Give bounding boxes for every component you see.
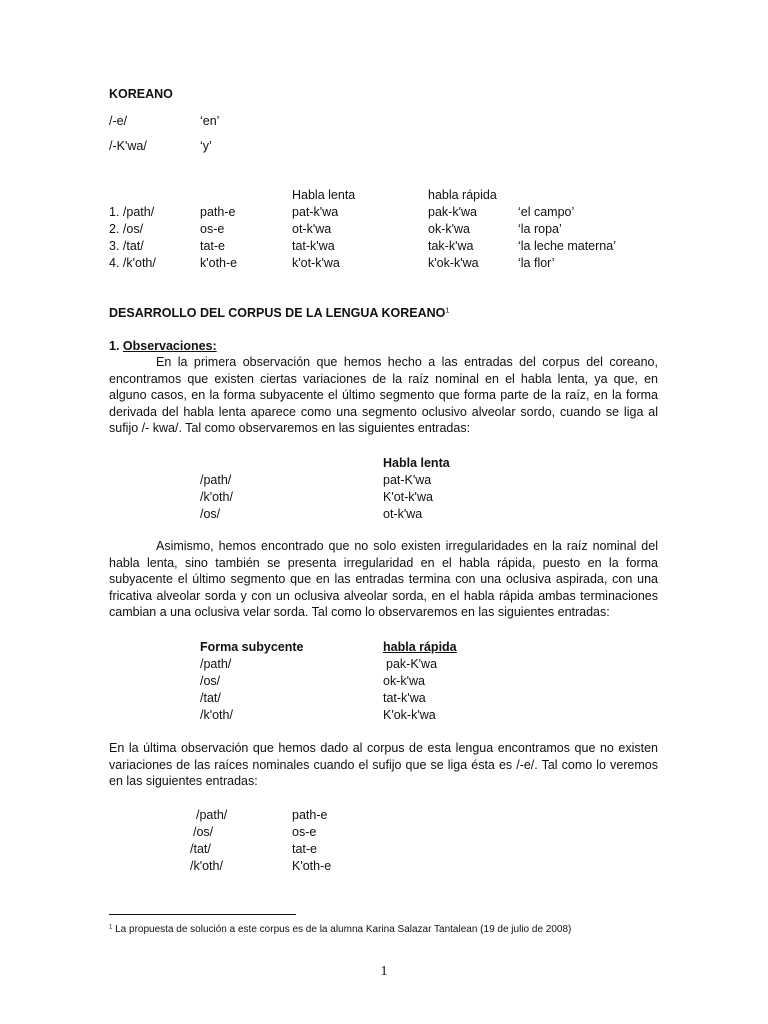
list2-right: pak-K'wa xyxy=(386,657,438,671)
list3-left: /k'oth/ xyxy=(190,859,223,873)
list2-left: /os/ xyxy=(200,674,221,688)
table-cell-gloss: ‘la leche materna’ xyxy=(518,239,616,253)
table-cell-lenta: pat-k'wa xyxy=(292,205,339,219)
table-cell-lenta: tat-k'wa xyxy=(292,239,335,253)
table-cell-base: tat-e xyxy=(200,239,226,253)
list1-right: pat-K'wa xyxy=(383,473,432,487)
list1-header: Habla lenta xyxy=(383,456,450,470)
list2-header-right: habla rápida xyxy=(383,640,457,654)
observaciones-heading xyxy=(109,338,217,354)
list2-right: K'ok-k'wa xyxy=(383,708,436,722)
paragraph-1: En la primera observación que hemos hecho a las entradas del corpus del coreano, encontramos que existen ciertas variaciones de la raíz nominal en el habla lenta, ya que, en alguno casos, en la forma subyacente el último segmento que forma parte de la raíz, en la forma derivada del habla lenta aparece como una segmento oclusivo alveolar sordo, cuando se liga al sufijo /- kwa/. Tal como observaremos en las siguientes entradas: xyxy=(109,355,658,436)
list3-left: /os/ xyxy=(193,825,214,839)
section-heading xyxy=(109,305,450,321)
list2-right: ok-k'wa xyxy=(383,674,425,688)
footnote-ref: 1 xyxy=(445,305,450,315)
table-cell-num: 4. /k'oth/ xyxy=(109,256,156,270)
table-cell-lenta: ot-k'wa xyxy=(292,222,332,236)
list1-right: K'ot-k'wa xyxy=(383,490,433,504)
morpheme-gloss: ‘y’ xyxy=(200,139,212,153)
footnote-rule xyxy=(109,914,296,915)
table-cell-num: 1. /path/ xyxy=(109,205,155,219)
list2-right: tat-k'wa xyxy=(383,691,426,705)
table-cell-num: 3. /tat/ xyxy=(109,239,144,253)
list2-left: /k'oth/ xyxy=(200,708,233,722)
footnote-mark: 1 xyxy=(109,924,113,931)
observaciones-title: Observaciones: xyxy=(122,339,217,353)
list1-left: /os/ xyxy=(200,507,221,521)
paragraph-2: Asimismo, hemos encontrado que no solo existen irregularidades en la raíz nominal del habla lenta, sino también se presenta irregularidad en el habla rápida, puesto en la forma subyacente el último segmento que en las entradas termina con una oclusiva aspirada, con una fricativa alveolar sorda y con un oclusiva alveolar sorda, en el habla rápida ambas terminaciones cambian a una oclusiva velar sorda. Tal como lo observaremos en las siguientes entradas: xyxy=(109,539,658,620)
page-number: 1 xyxy=(380,964,388,979)
table-cell-rapida: pak-k'wa xyxy=(428,205,477,219)
list1-left: /path/ xyxy=(200,473,232,487)
list3-left: /tat/ xyxy=(190,842,211,856)
observaciones-number: 1. xyxy=(109,339,123,353)
list3-right: os-e xyxy=(292,825,317,839)
footnote-text: La propuesta de solución a este corpus es de la alumna Karina Salazar Tantalean (19 de julio de 2008) xyxy=(115,924,572,935)
section-heading-text: DESARROLLO DEL CORPUS DE LA LENGUA KOREANO xyxy=(109,306,446,320)
paragraph-3: En la última observación que hemos dado al corpus de esta lengua encontramos que no existen variaciones de las raíces nominales cuando el sufijo que se liga ésta es /-e/. Tal como lo veremos en las siguientes entradas: xyxy=(109,741,658,789)
heading-koreano: KOREANO xyxy=(109,87,173,101)
list1-left: /k'oth/ xyxy=(200,490,233,504)
table-cell-gloss: ‘el campo’ xyxy=(518,205,575,219)
list1-right: ot-k'wa xyxy=(383,507,423,521)
footnote xyxy=(109,923,571,936)
table-cell-rapida: k'ok-k'wa xyxy=(428,256,479,270)
table-cell-base: k'oth-e xyxy=(200,256,238,270)
table-header-rapida: habla rápida xyxy=(428,188,497,202)
list2-left: /tat/ xyxy=(200,691,221,705)
morpheme-gloss: ‘en’ xyxy=(200,114,220,128)
table-cell-rapida: tak-k'wa xyxy=(428,239,474,253)
morpheme-form: /-K'wa/ xyxy=(109,139,147,153)
table-cell-rapida: ok-k'wa xyxy=(428,222,470,236)
list3-left: /path/ xyxy=(196,808,228,822)
list2-left: /path/ xyxy=(200,657,232,671)
table-cell-gloss: ‘la flor’ xyxy=(518,256,555,270)
table-cell-base: os-e xyxy=(200,222,225,236)
list3-right: tat-e xyxy=(292,842,318,856)
morpheme-form: /-e/ xyxy=(109,114,128,128)
table-cell-lenta: k'ot-k'wa xyxy=(292,256,340,270)
list3-right: path-e xyxy=(292,808,328,822)
list3-right: K'oth-e xyxy=(292,859,332,873)
table-cell-base: path-e xyxy=(200,205,236,219)
table-cell-gloss: ‘la ropa’ xyxy=(518,222,562,236)
table-header-lenta: Habla lenta xyxy=(292,188,356,202)
table-cell-num: 2. /os/ xyxy=(109,222,144,236)
list2-header-left: Forma subycente xyxy=(200,640,304,654)
